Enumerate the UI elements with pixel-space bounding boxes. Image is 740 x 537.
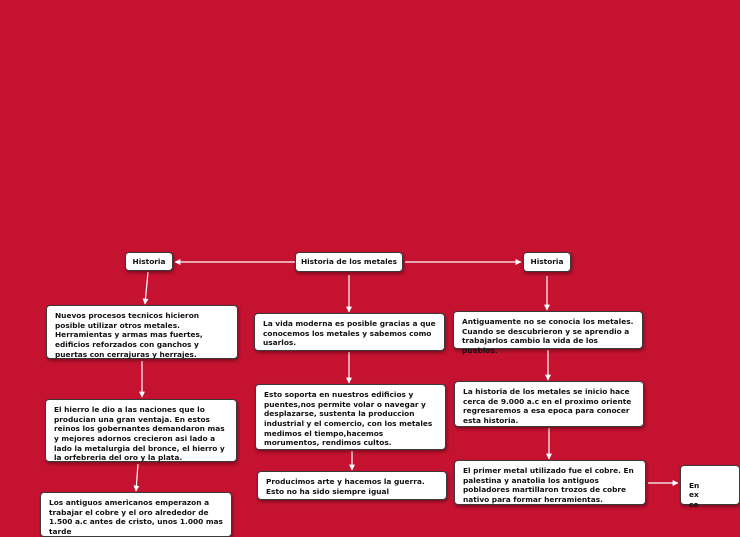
connector-left-1 [145,272,148,304]
left-node-1-text: Nuevos procesos tecnicos hicieron posible utilizar otros metales. Herramientas y armas mas fuertes, edificios reforzados con ganchos y puertas con cerrajuras y herrajes. [55,311,203,359]
right-node-3-text: El primer metal utilizado fue el cobre. En palestina y anatolia los antiguos pobladores martillaron trozos de cobre nativo para formar herramientas. [463,466,634,504]
right-branch-title-text: Historia [530,257,564,266]
center-node-1-text: La vida moderna es posible gracias a que conocemos los metales y sabemos como usarlos. [263,319,436,348]
right-node-4-text: En ex co [689,480,700,509]
left-node-3-text: Los antiguos americanos emperazon a trabajar el cobre y el oro alrededor de 1.500 a.c antes de cristo, unos 1.000 mas tarde [49,498,223,536]
right-branch-title-node[interactable] [523,252,571,272]
right-node-2[interactable] [454,381,644,427]
right-node-1-text: Antiguamente no se conocia los metales. Cuando se descubrieron y se aprendio a trabajarlos cambio la vida de los pueblos. [462,317,634,355]
root-node[interactable] [295,252,403,272]
center-node-1[interactable] [254,313,445,351]
right-node-1[interactable] [453,311,643,355]
center-node-2-text: Esto soporta en nuestros edificios y puentes,nos permite volar o navegar y desplazarse, sustenta la produccion industrial y el comercio, con los metales medimos el tiempo,hacemos morumentos, rendimos cultos. [264,390,433,448]
left-node-1[interactable] [46,305,238,359]
right-node-4-partial[interactable] [680,465,740,509]
center-node-3-text: Producimos arte y hacemos la guerra. Esto no ha sido siempre igual [266,477,425,496]
center-node-2[interactable] [255,384,446,450]
left-node-2[interactable] [45,399,237,462]
right-node-3[interactable] [454,460,646,505]
left-branch-title-node[interactable] [125,252,173,271]
left-node-3[interactable] [40,492,232,537]
connector-left-3 [136,464,138,491]
right-node-2-text: La historia de los metales se inicio hace cerca de 9.000 a.c en el proximo oriente regresaremos a esa epoca para conocer esta historia. [463,387,632,425]
left-branch-title-text: Historia [132,257,166,266]
center-node-3[interactable] [257,471,447,500]
left-node-2-text: El hierro le dio a las naciones que lo producian una gran ventaja. En estos reinos los gobernantes demandaron mas y mejores adornos crecieron asi lado a lado la metalurgia del bronce, el hierro y la orfebreria del oro y la plata. [54,405,225,463]
root-node-text: Historia de los metales [300,257,398,266]
